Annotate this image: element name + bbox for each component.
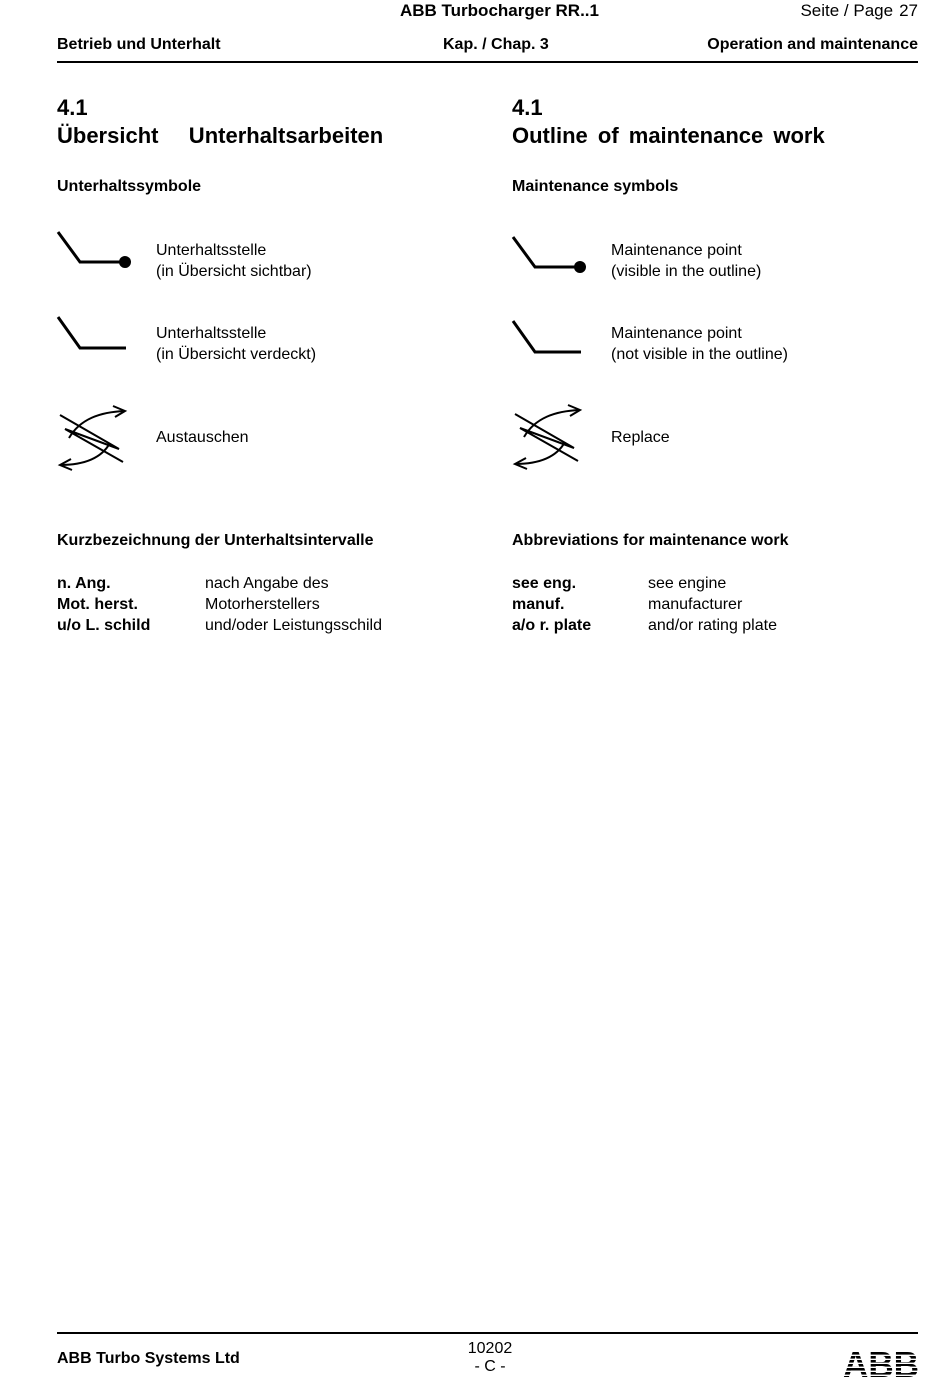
symbol-line: (in Übersicht sichtbar)	[156, 263, 312, 280]
footer-doc-info	[440, 1340, 540, 1376]
abbr-key: see eng.	[512, 575, 577, 592]
header-right: Operation and maintenance	[707, 36, 918, 53]
abb-logo-icon	[843, 1348, 919, 1378]
maintenance-point-hidden-icon	[510, 318, 590, 358]
symbol-line: Maintenance point	[611, 242, 742, 259]
symbols-heading-en: Maintenance symbols	[512, 178, 679, 195]
symbol-label-de	[156, 323, 316, 365]
symbol-label-en	[611, 240, 761, 282]
replace-icon	[55, 405, 130, 473]
doc-number: 10202	[467, 1340, 513, 1357]
abbr-key-en	[512, 573, 591, 636]
page-label: Seite / Page	[800, 1, 894, 20]
abbr-key: manuf.	[512, 596, 565, 613]
abbr-value: and/or rating plate	[648, 617, 777, 634]
symbol-label-de: Austauschen	[156, 429, 249, 446]
header-left: Betrieb und Unterhalt	[57, 36, 221, 53]
footer-company: ABB Turbo Systems Ltd	[57, 1350, 240, 1367]
abbr-value: nach Angabe des	[205, 575, 329, 592]
maintenance-point-hidden-icon	[55, 314, 135, 354]
abbr-key: n. Ang.	[57, 575, 111, 592]
section-number-en: 4.1	[512, 95, 543, 120]
section-title-en: Outline of maintenance work	[512, 123, 825, 148]
section-title-de: Übersicht Unterhaltsarbeiten	[57, 123, 384, 148]
document-title: ABB Turbocharger RR..1	[400, 1, 599, 20]
abbr-key-de	[57, 573, 150, 636]
symbol-line: (visible in the outline)	[611, 263, 762, 280]
symbol-label-de	[156, 240, 312, 282]
symbol-line: Unterhaltsstelle	[156, 325, 267, 342]
abbr-value: see engine	[648, 575, 727, 592]
doc-revision: - C -	[474, 1358, 506, 1375]
symbol-line: (not visible in the outline)	[611, 346, 788, 363]
abbr-value-en	[648, 573, 777, 636]
symbol-line: (in Übersicht verdeckt)	[156, 346, 317, 363]
abbr-value: manufacturer	[648, 596, 743, 613]
symbol-label-en: Replace	[611, 429, 670, 446]
abbr-value-de	[205, 573, 382, 636]
abbr-heading-en: Abbreviations for maintenance work	[512, 532, 789, 549]
abbr-heading-de: Kurzbezeichnung der Unterhaltsintervalle	[57, 532, 374, 549]
header-rule	[57, 61, 918, 63]
abbr-key: a/o r. plate	[512, 617, 592, 634]
symbol-label-en	[611, 323, 788, 365]
replace-icon	[510, 404, 585, 472]
abbr-value: und/oder Leistungsschild	[205, 617, 383, 634]
abbr-key: Mot. herst.	[57, 596, 138, 613]
symbol-line: Maintenance point	[611, 325, 742, 342]
abbr-key: u/o L. schild	[57, 617, 151, 634]
page-indicator	[800, 1, 918, 21]
symbols-heading-de: Unterhaltssymbole	[57, 178, 202, 195]
abbr-value: Motorherstellers	[205, 596, 320, 613]
header-chapter: Kap. / Chap. 3	[443, 36, 549, 53]
symbol-line: Unterhaltsstelle	[156, 242, 267, 259]
maintenance-point-visible-icon	[510, 234, 590, 276]
maintenance-point-visible-icon	[55, 229, 135, 271]
footer-rule	[57, 1332, 918, 1334]
section-number-de: 4.1	[57, 95, 88, 120]
page-number: 27	[899, 1, 918, 20]
